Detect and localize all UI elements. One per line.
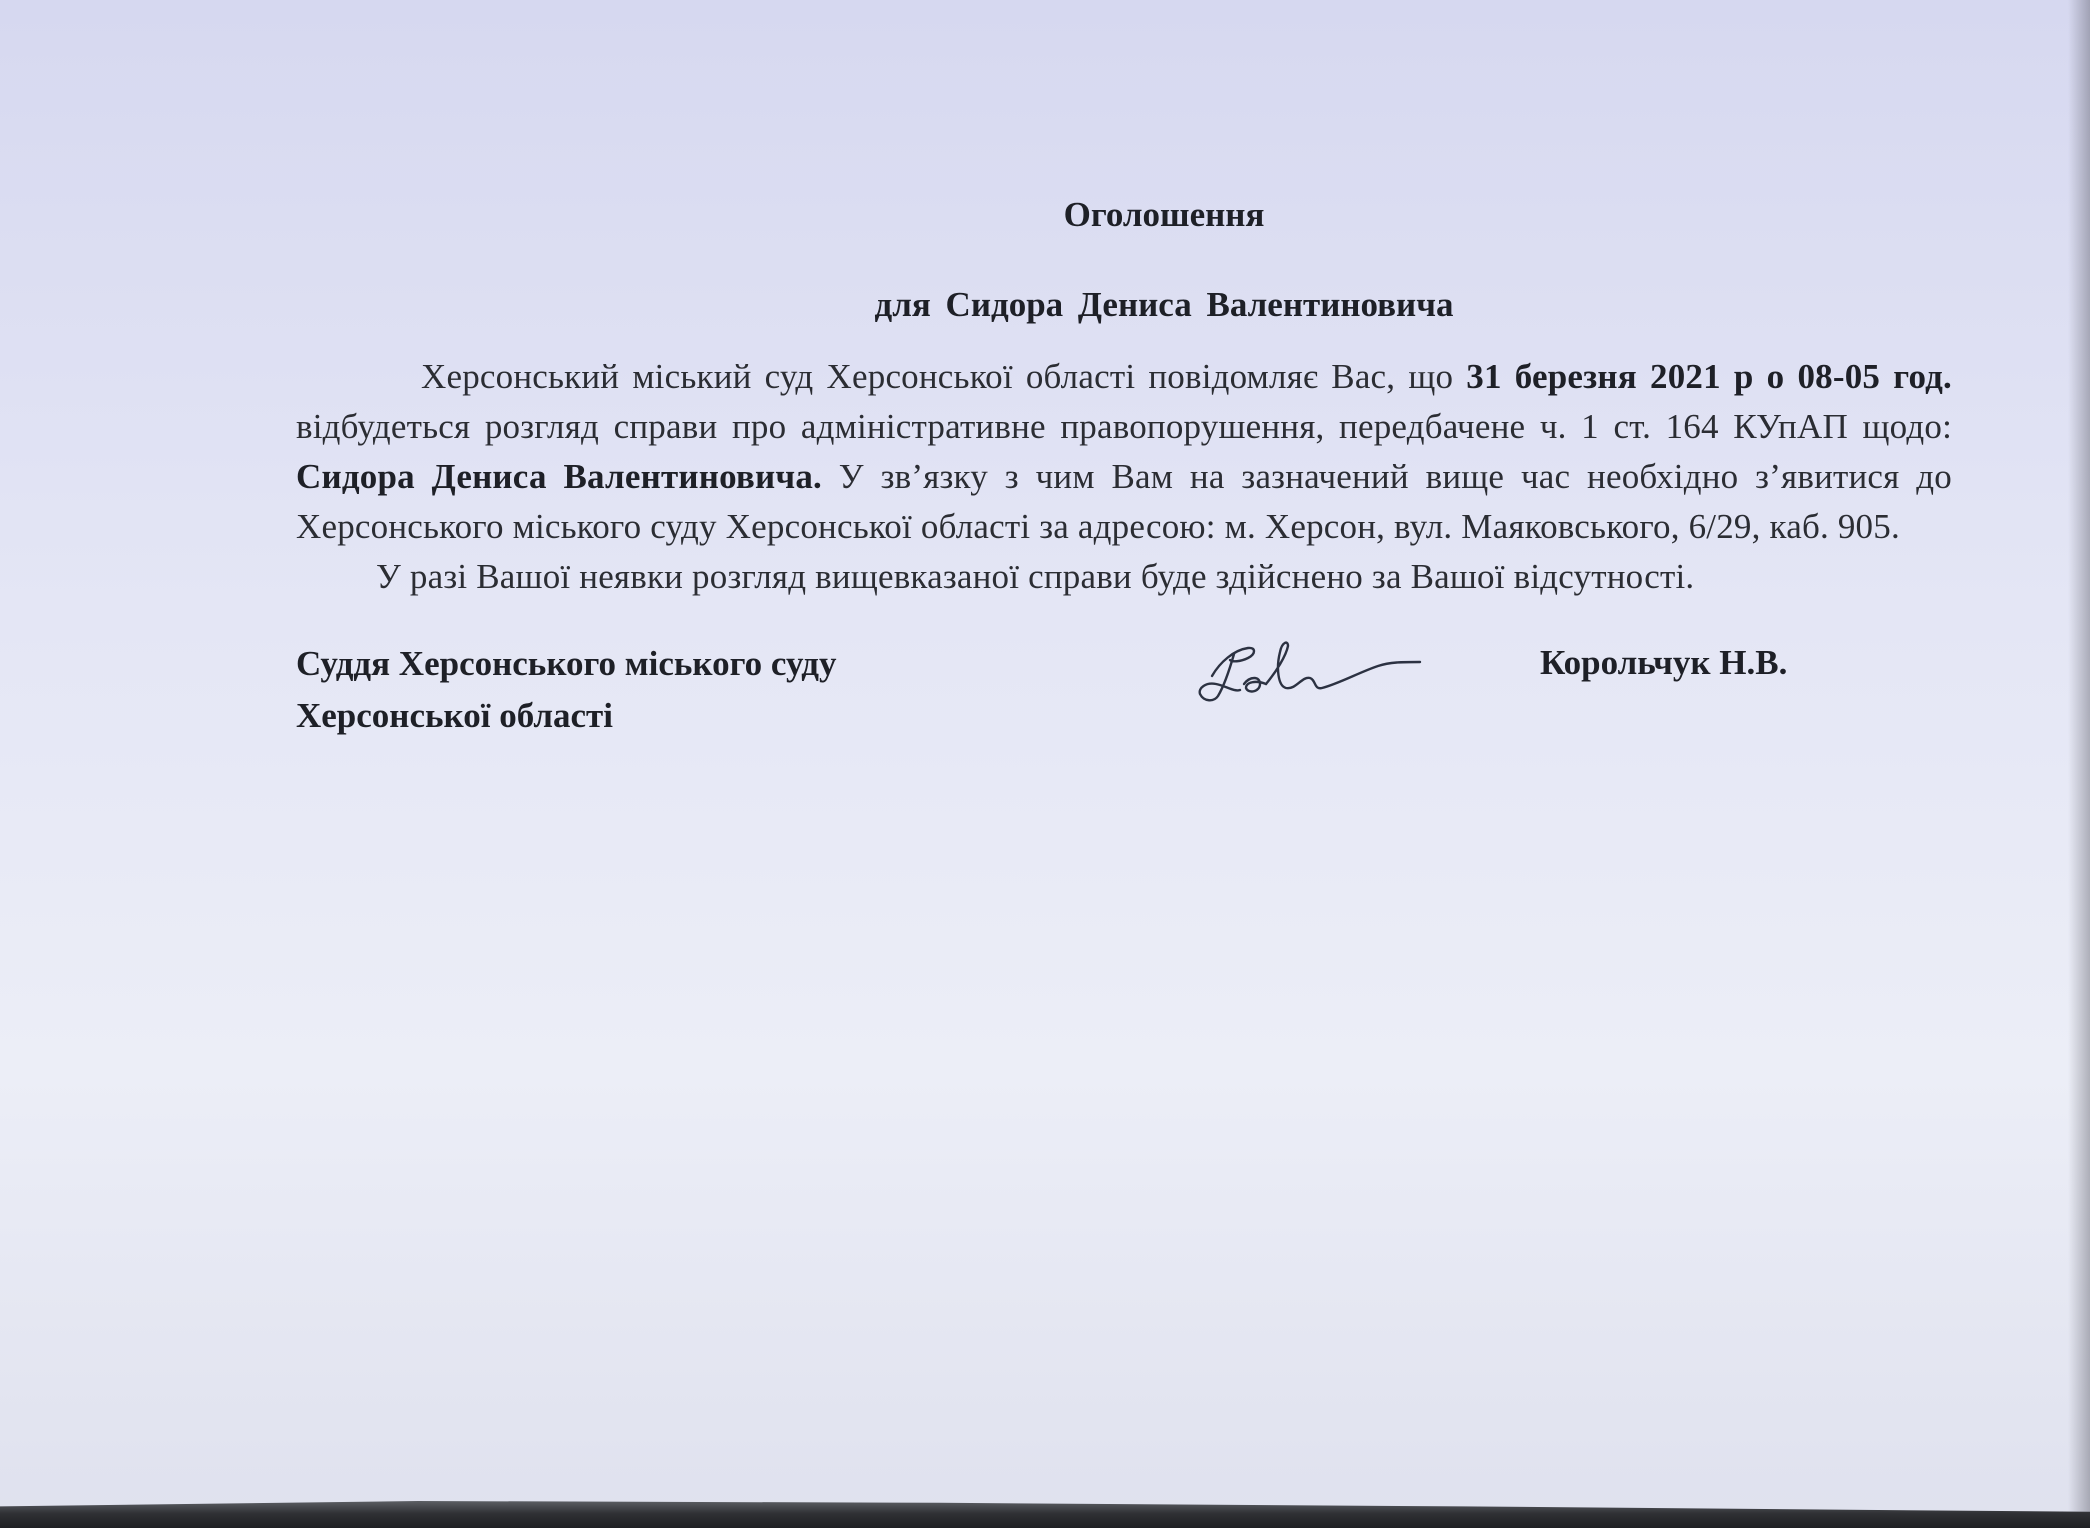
judge-position [296, 638, 1016, 742]
notice-main-paragraph [296, 352, 1952, 552]
page-bottom-edge [0, 1492, 2090, 1528]
judge-name: Корольчук Н.В. [1540, 643, 1788, 682]
signature-block [296, 638, 1952, 758]
handwritten-signature-icon [1190, 632, 1430, 712]
judge-position-line1: Суддя Херсонського міського суду [296, 644, 837, 683]
notice-absence-paragraph: У разі Вашої неявки розгляд вищевказаної справи буде здійснено за Вашої відсутності. [376, 557, 1695, 596]
court-notice [296, 190, 1952, 758]
page-shadow [2068, 0, 2090, 1528]
paragraph-text: У зв’язку з чим Вам на зазначений вище час необхідно з’явитися до Херсонського міського суду Херсонської області за адресою: м. Херсон, вул. Маяковського, 6/29, каб. 905. [296, 457, 1952, 546]
hearing-date-time: 31 березня 2021 р о 08-05 год. [1466, 357, 1952, 396]
paragraph-text: відбудеться розгляд справи про адміністративне правопорушення, передбачене ч. 1 ст. 164 КУпАП щодо: [296, 407, 1952, 446]
paragraph-text: Херсонський міський суд Херсонської області повідомляє Вас, що [421, 357, 1467, 396]
notice-title: Оголошення [1063, 195, 1265, 234]
notice-recipient: для Сидора Дениса Валентиновича [874, 285, 1454, 324]
defendant-name: Сидора Дениса Валентиновича. [296, 457, 822, 496]
judge-position-line2: Херсонської області [296, 696, 613, 735]
